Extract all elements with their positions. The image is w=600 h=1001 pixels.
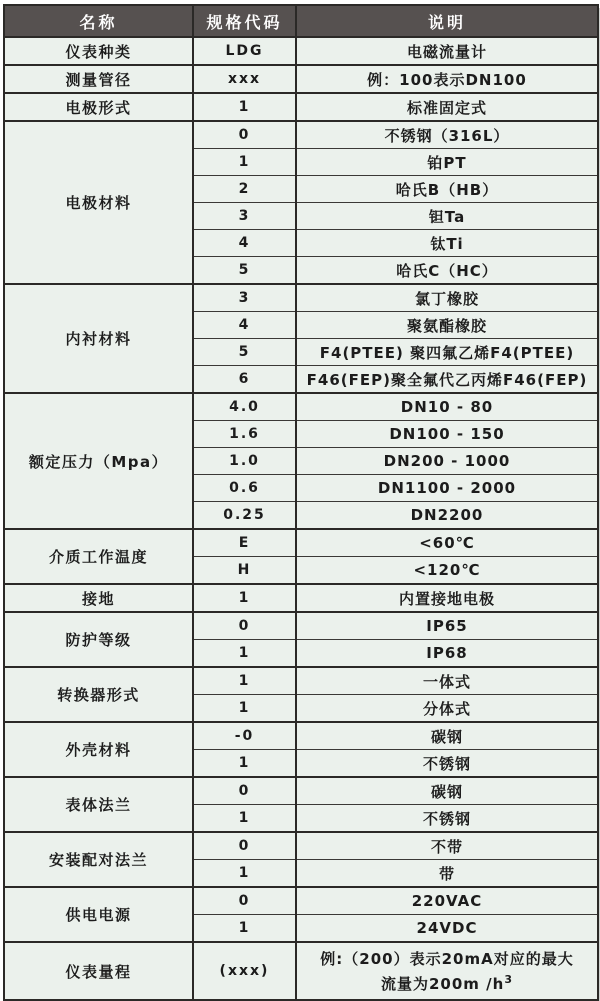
code-cell: 3 [193,203,296,230]
desc-text: 带 [438,864,455,883]
code-cell: 1 [193,667,296,695]
desc-text: 不锈钢（316L） [384,126,510,145]
table-row [4,722,598,750]
desc-superscript: 3 [504,972,513,986]
desc-cell [296,312,598,339]
table-row [4,121,598,149]
header-code: 规格代码 [193,5,296,37]
table-row [4,667,598,695]
group-name-cell: 接地 [4,584,193,612]
table-row [4,393,598,421]
desc-text: 分体式 [422,699,471,718]
code-cell: LDG [193,37,296,65]
desc-text: 钛Ti [430,234,464,253]
desc-text: 钽Ta [428,207,466,226]
desc-text: IP65 [426,617,468,635]
code-cell: 0 [193,612,296,640]
desc-cell [296,667,598,695]
code-cell: 1 [193,750,296,778]
code-cell: 4.0 [193,393,296,421]
desc-text: IP68 [426,644,468,662]
group-name-cell: 电极材料 [4,121,193,284]
desc-cell [296,421,598,448]
code-cell: 0.25 [193,502,296,530]
desc-text: 氯丁橡胶 [414,289,479,308]
table-row [4,529,598,557]
code-cell: 5 [193,257,296,285]
group-name-cell: 表体法兰 [4,777,193,832]
code-cell: 1 [193,93,296,121]
desc-text: 例：100表示DN100 [367,70,527,89]
desc-cell [296,612,598,640]
header-desc: 说明 [296,5,598,37]
group-name-cell: 防护等级 [4,612,193,667]
code-cell: 1 [193,149,296,176]
code-cell: 0.6 [193,475,296,502]
code-cell: 1 [193,695,296,723]
desc-text: 例:（200）表示20mA对应的最大 [320,949,574,968]
desc-text: 铂PT [427,153,467,172]
table-row [4,942,598,1000]
desc-text: 内置接地电极 [398,589,495,608]
desc-cell [296,860,598,888]
desc-cell [296,722,598,750]
desc-text-line2: 流量为200m /h [381,974,505,993]
code-cell: 0 [193,777,296,805]
group-name-cell: 内衬材料 [4,284,193,393]
code-cell: 6 [193,366,296,394]
desc-cell [296,805,598,833]
desc-text: F4(PTEE) 聚四氟乙烯F4(PTEE) [319,343,575,362]
desc-text: 不锈钢 [422,754,471,773]
desc-text: <60℃ [419,534,475,552]
spec-table [3,4,599,1001]
desc-cell [296,448,598,475]
desc-text: 一体式 [422,672,471,691]
group-name-cell: 额定压力（Mpa） [4,393,193,529]
code-cell: E [193,529,296,557]
desc-text: 碳钢 [430,727,463,746]
header-row [4,5,598,37]
group-name-cell: 安装配对法兰 [4,832,193,887]
desc-cell [296,832,598,860]
table-row [4,887,598,915]
code-cell: 1.0 [193,448,296,475]
code-cell: (xxx) [193,942,296,1000]
desc-cell [296,284,598,312]
desc-cell [296,149,598,176]
code-cell: H [193,557,296,585]
desc-text: 不带 [430,837,463,856]
code-cell: -0 [193,722,296,750]
table-row [4,832,598,860]
desc-cell [296,393,598,421]
table-row [4,777,598,805]
code-cell: 1 [193,860,296,888]
desc-cell [296,942,598,1000]
group-name-cell: 转换器形式 [4,667,193,722]
group-name-cell: 仪表量程 [4,942,193,1000]
desc-cell [296,640,598,668]
desc-cell [296,475,598,502]
code-cell: 1 [193,915,296,943]
code-cell: 1 [193,805,296,833]
code-cell: 0 [193,887,296,915]
desc-text: DN2200 [410,506,484,524]
desc-text: DN100 - 150 [389,425,505,443]
table-row [4,65,598,93]
code-cell: 4 [193,230,296,257]
table-row [4,37,598,65]
group-name-cell: 外壳材料 [4,722,193,777]
code-cell: 5 [193,339,296,366]
code-cell: 3 [193,284,296,312]
desc-text: 碳钢 [430,782,463,801]
table-row [4,584,598,612]
desc-text: 不锈钢 [422,809,471,828]
table-row [4,284,598,312]
table-row [4,612,598,640]
desc-cell [296,584,598,612]
desc-text: 电磁流量计 [406,42,487,61]
desc-cell [296,203,598,230]
desc-cell [296,257,598,285]
desc-cell [296,529,598,557]
desc-cell [296,37,598,65]
desc-text: DN1100 - 2000 [377,479,517,497]
table-row [4,93,598,121]
desc-text: 哈氏C（HC） [396,261,498,280]
desc-text: 哈氏B（HB） [395,180,499,199]
code-cell: 0 [193,832,296,860]
code-cell: 4 [193,312,296,339]
desc-cell [296,93,598,121]
desc-cell [296,750,598,778]
group-name-cell: 介质工作温度 [4,529,193,584]
desc-text: 24VDC [416,919,478,937]
desc-text: F46(FEP)聚全氟代乙丙烯F46(FEP) [306,370,588,389]
header-name: 名称 [4,5,193,37]
desc-cell [296,339,598,366]
desc-cell [296,65,598,93]
desc-cell [296,176,598,203]
desc-cell [296,230,598,257]
group-name-cell: 测量管径 [4,65,193,93]
desc-cell [296,695,598,723]
code-cell: 1 [193,640,296,668]
code-cell: xxx [193,65,296,93]
code-cell: 1 [193,584,296,612]
desc-text: 聚氨酯橡胶 [406,316,487,335]
code-cell: 2 [193,176,296,203]
group-name-cell: 供电电源 [4,887,193,942]
desc-cell [296,777,598,805]
desc-cell [296,557,598,585]
code-cell: 1.6 [193,421,296,448]
code-cell: 0 [193,121,296,149]
desc-cell [296,121,598,149]
desc-text: 标准固定式 [406,98,487,117]
group-name-cell: 电极形式 [4,93,193,121]
group-name-cell: 仪表种类 [4,37,193,65]
desc-cell [296,887,598,915]
desc-text: <120℃ [413,561,481,579]
desc-text: DN10 - 80 [400,398,494,416]
desc-text: 220VAC [411,892,483,910]
desc-text: DN200 - 1000 [383,452,511,470]
desc-cell [296,366,598,394]
desc-cell [296,502,598,530]
